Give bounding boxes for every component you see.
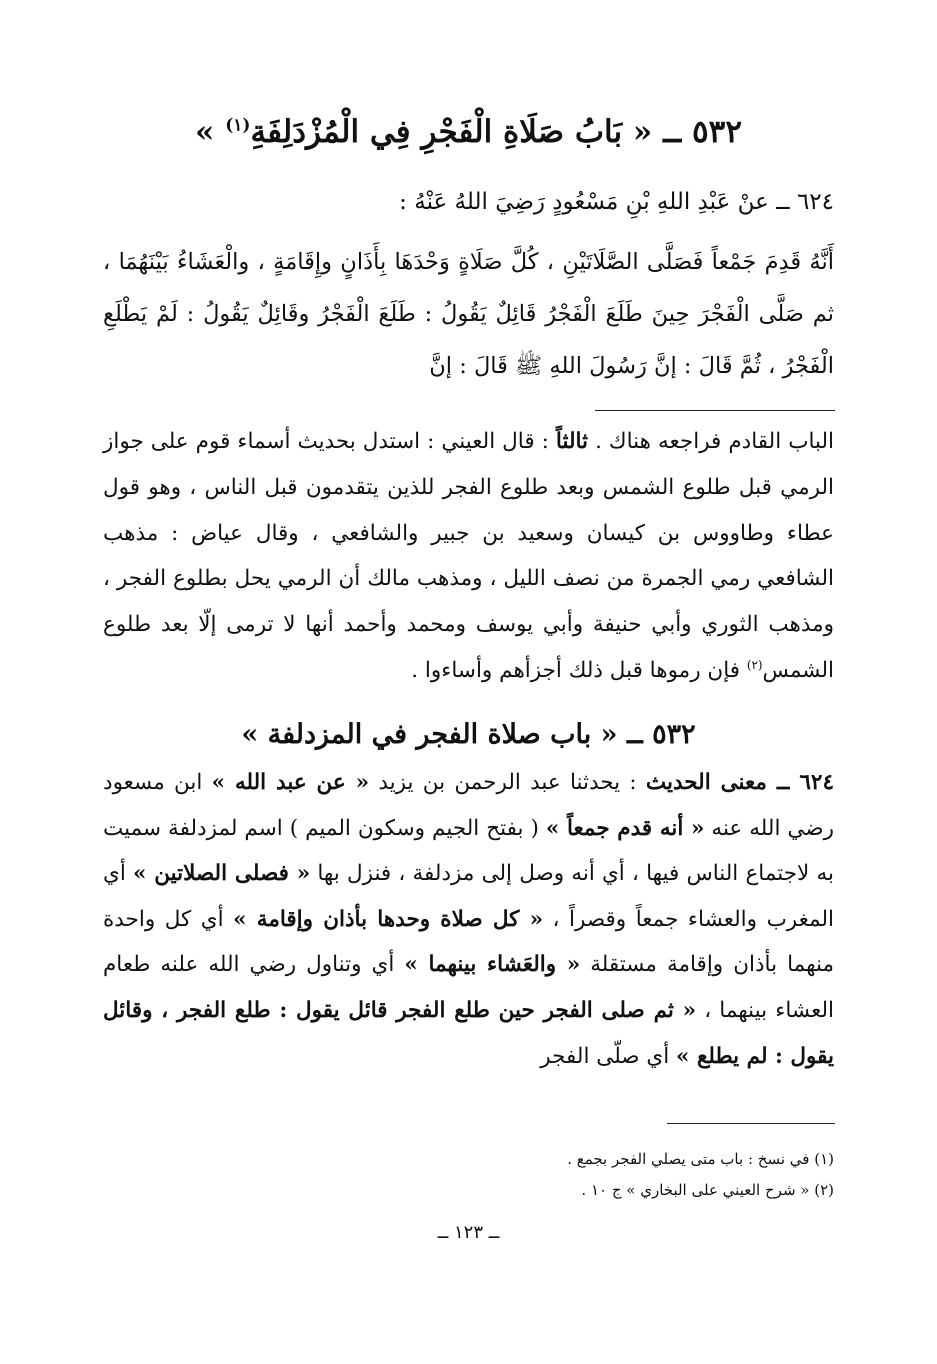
meaning-text: ( بفتح الجيم وسكون الميم ) اسم لمزدلفة سميت به لاجتماع الناس فيها ، أي أنه وصل إلى مزدلفة ، فنزل بها bbox=[103, 815, 834, 887]
chapter-heading bbox=[0, 110, 937, 154]
commentary-lead: الباب القادم فراجعه هناك . bbox=[588, 429, 835, 454]
meaning-title: ٦٢٤ ــ معنى الحديث bbox=[645, 770, 834, 795]
commentary-paragraph bbox=[103, 419, 834, 694]
chapter-heading-text: ٥٣٢ ــ « بَابُ صَلَاةِ الْفَجْرِ فِي الْمُزْدَلِفَةِ bbox=[250, 114, 742, 150]
chapter-heading-close: » bbox=[195, 114, 226, 150]
meaning-text: أي صلّى الفجر bbox=[540, 1043, 677, 1069]
meaning-text: أي وتناول رضي الله علنه طعام العشاء بينهما ، bbox=[103, 952, 835, 1023]
footnotes bbox=[103, 1144, 834, 1206]
quoted-phrase: « فصلى الصلاتين » bbox=[132, 861, 311, 887]
footnote-marker: (١) bbox=[225, 115, 251, 136]
commentary-bold-term: ثالثاً bbox=[555, 429, 589, 454]
section-heading: ٥٣٢ ــ « باب صلاة الفجر في المزدلفة » bbox=[241, 719, 696, 750]
meaning-block bbox=[103, 760, 834, 1079]
hadith-narrator-line: ٦٢٤ ــ عنْ عَبْدِ اللهِ بْنِ مَسْعُودٍ رَضِيَ اللهُ عَنْهُ : bbox=[399, 189, 834, 215]
section-divider bbox=[595, 410, 835, 411]
meaning-text: ابن مسعود رضي الله عنه bbox=[103, 770, 834, 841]
commentary-end: فإن رموها قبل ذلك أجزأهم وأساءوا . bbox=[411, 657, 747, 683]
quoted-phrase: « ثم صلى الفجر حين طلع الفجر قائل يقول : طلع الفجر ، وقائل يقول : لم يطلع » bbox=[103, 997, 834, 1069]
footnote-1: (١) في نسخ : باب متى يصلي الفجر بجمع . bbox=[567, 1150, 834, 1168]
meaning-text: أي المغرب والعشاء جمعاً وقصراً ، bbox=[103, 861, 834, 932]
page-number: ــ ١٢٣ ــ bbox=[437, 1222, 500, 1243]
hadith-text-block bbox=[103, 236, 834, 392]
footnote-divider bbox=[667, 1123, 835, 1124]
footnote-2: (٢) « شرح العيني على البخاري » ج ١٠ . bbox=[581, 1181, 834, 1199]
meaning-text: : يحدثنا عبد الرحمن بن يزيد bbox=[369, 770, 646, 795]
quoted-phrase: « عن عبد الله » bbox=[211, 770, 370, 795]
commentary-block bbox=[103, 419, 834, 694]
quoted-phrase: « أنه قدم جمعاً » bbox=[545, 815, 705, 841]
meaning-paragraph bbox=[103, 760, 834, 1079]
quoted-phrase: « كل صلاة وحدها بأذان وإقامة » bbox=[233, 906, 544, 932]
commentary-body: : قال العيني : استدل بحديث أسماء قوم على جواز الرمي قبل طلوع الشمس وبعد طلوع الفجر للذين يتقدمون قبل الناس ، وهو قول عطاء وطاووس بن كيسان وسعيد بن جبير والشافعي ، وقال عياض : مذهب الشافعي رمي الجمرة من نصف الليل ، ومذهب مالك أن الرمي يحل بطلوع الفجر ، ومذهب الثوري وأبي حنيفة وأبي يوسف ومحمد وأحمد أنها لا ترمى إلّا بعد طلوع الشمس bbox=[103, 429, 834, 683]
hadith-text: أَنَّهُ قَدِمَ جَمْعاً فَصَلَّى الصَّلَاتَيْنِ ، كُلَّ صَلَاةٍ وَحْدَهَا بِأَذَانٍ وإِقَامَةٍ ، والْعَشَاءُ بَيْنَهُمَا ، ثم صَلَّى الْفَجْرَ حِينَ طَلَعَ الْفَجْرُ قَائِلٌ يَقُولُ : طَلَعَ الْفَجْرُ وقَائِلٌ يَقُولُ : لَمْ يَطْلَعِ الْفَجْرُ ، ثُمَّ قَالَ : إنَّ رَسُولَ اللهِ ﷺ قَالَ : إنَّ bbox=[103, 249, 834, 379]
meaning-text: أي كل واحدة منهما بأذان وإقامة مستقلة bbox=[103, 906, 834, 978]
footnote-marker: (٢) bbox=[746, 657, 763, 672]
quoted-phrase: « والعَشاء بينهما » bbox=[404, 952, 581, 978]
